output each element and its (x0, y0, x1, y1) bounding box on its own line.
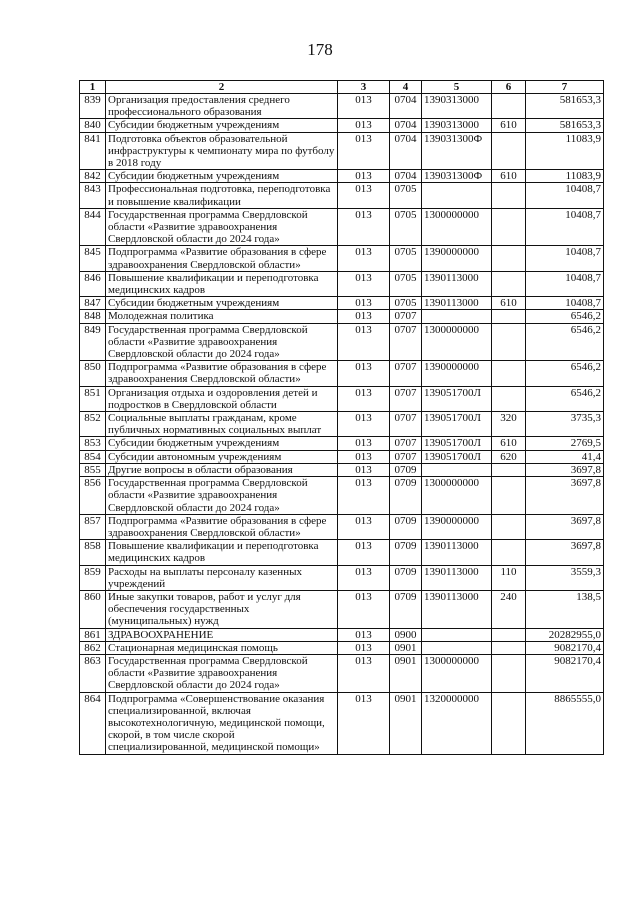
row-code-5: 1390000000 (422, 246, 492, 271)
row-amount: 6546,2 (526, 361, 604, 386)
row-number: 855 (80, 463, 106, 476)
column-header-1: 1 (80, 81, 106, 94)
row-name: Иные закупки товаров, работ и услуг для обеспечения государственных (муниципальных) нужд (106, 590, 338, 628)
row-amount: 3735,3 (526, 412, 604, 437)
row-number: 845 (80, 246, 106, 271)
row-number: 862 (80, 641, 106, 654)
row-code-6 (492, 208, 526, 246)
table-row (80, 271, 604, 296)
row-code-3: 013 (338, 170, 390, 183)
row-code-3: 013 (338, 450, 390, 463)
row-number: 859 (80, 565, 106, 590)
row-code-5: 139051700Л (422, 450, 492, 463)
row-name: ЗДРАВООХРАНЕНИЕ (106, 628, 338, 641)
row-number: 841 (80, 132, 106, 170)
row-name: Субсидии бюджетным учреждениям (106, 119, 338, 132)
row-amount: 3697,8 (526, 514, 604, 539)
row-name: Государственная программа Свердловской области «Развитие здравоохранения Свердловской области до 2024 года» (106, 477, 338, 515)
row-code-3: 013 (338, 310, 390, 323)
row-amount: 6546,2 (526, 323, 604, 361)
row-number: 849 (80, 323, 106, 361)
row-code-6: 610 (492, 297, 526, 310)
row-code-4: 0709 (390, 514, 422, 539)
row-code-4: 0705 (390, 246, 422, 271)
row-amount: 6546,2 (526, 310, 604, 323)
table-row (80, 463, 604, 476)
row-code-6 (492, 183, 526, 208)
row-code-3: 013 (338, 437, 390, 450)
row-code-3: 013 (338, 540, 390, 565)
table-row (80, 540, 604, 565)
row-number: 853 (80, 437, 106, 450)
header-row (80, 81, 604, 94)
row-name: Субсидии бюджетным учреждениям (106, 437, 338, 450)
row-name: Подготовка объектов образовательной инфраструктуры к чемпионату мира по футболу в 2018 году (106, 132, 338, 170)
row-amount: 3697,8 (526, 540, 604, 565)
row-code-3: 013 (338, 628, 390, 641)
row-code-3: 013 (338, 323, 390, 361)
row-amount: 10408,7 (526, 297, 604, 310)
table-row (80, 386, 604, 411)
table-row (80, 412, 604, 437)
row-code-5: 1390313000 (422, 94, 492, 119)
row-code-4: 0705 (390, 271, 422, 296)
table-row (80, 323, 604, 361)
row-amount: 41,4 (526, 450, 604, 463)
row-code-3: 013 (338, 386, 390, 411)
row-code-3: 013 (338, 590, 390, 628)
row-number: 864 (80, 692, 106, 754)
row-code-4: 0900 (390, 628, 422, 641)
row-name: Стационарная медицинская помощь (106, 641, 338, 654)
row-code-6 (492, 477, 526, 515)
row-code-6 (492, 132, 526, 170)
row-code-5: 1300000000 (422, 654, 492, 692)
row-code-4: 0709 (390, 590, 422, 628)
row-number: 846 (80, 271, 106, 296)
row-name: Расходы на выплаты персоналу казенных учреждений (106, 565, 338, 590)
row-code-4: 0707 (390, 361, 422, 386)
row-code-5: 139051700Л (422, 437, 492, 450)
table-row (80, 94, 604, 119)
row-code-3: 013 (338, 208, 390, 246)
table-row (80, 246, 604, 271)
row-code-5 (422, 310, 492, 323)
row-number: 851 (80, 386, 106, 411)
row-code-4: 0707 (390, 386, 422, 411)
row-name: Государственная программа Свердловской области «Развитие здравоохранения Свердловской области до 2024 года» (106, 208, 338, 246)
row-code-6: 620 (492, 450, 526, 463)
row-name: Молодежная политика (106, 310, 338, 323)
table-row (80, 565, 604, 590)
row-name: Другие вопросы в области образования (106, 463, 338, 476)
row-code-4: 0705 (390, 297, 422, 310)
row-code-5: 1390113000 (422, 540, 492, 565)
row-code-5 (422, 641, 492, 654)
column-header-6: 6 (492, 81, 526, 94)
table-row (80, 297, 604, 310)
table-body (80, 94, 604, 755)
row-code-6 (492, 692, 526, 754)
row-code-4: 0709 (390, 477, 422, 515)
row-code-5 (422, 628, 492, 641)
row-name: Субсидии бюджетным учреждениям (106, 170, 338, 183)
row-name: Организация предоставления среднего профессионального образования (106, 94, 338, 119)
row-amount: 10408,7 (526, 183, 604, 208)
row-name: Подпрограмма «Развитие образования в сфере здравоохранения Свердловской области» (106, 514, 338, 539)
row-name: Государственная программа Свердловской области «Развитие здравоохранения Свердловской области до 2024 года» (106, 654, 338, 692)
row-number: 844 (80, 208, 106, 246)
row-code-3: 013 (338, 271, 390, 296)
row-code-6 (492, 94, 526, 119)
row-code-5: 1390313000 (422, 119, 492, 132)
row-code-5: 139051700Л (422, 386, 492, 411)
row-code-3: 013 (338, 641, 390, 654)
row-amount: 3697,8 (526, 477, 604, 515)
row-code-4: 0704 (390, 170, 422, 183)
row-code-5: 1390000000 (422, 361, 492, 386)
row-code-5 (422, 463, 492, 476)
row-code-6 (492, 463, 526, 476)
row-code-3: 013 (338, 297, 390, 310)
row-code-4: 0901 (390, 641, 422, 654)
row-code-6: 110 (492, 565, 526, 590)
row-number: 840 (80, 119, 106, 132)
row-code-5: 1320000000 (422, 692, 492, 754)
table-row (80, 310, 604, 323)
row-number: 861 (80, 628, 106, 641)
row-number: 850 (80, 361, 106, 386)
row-amount: 8865555,0 (526, 692, 604, 754)
table-row (80, 628, 604, 641)
table-row (80, 208, 604, 246)
row-code-3: 013 (338, 692, 390, 754)
table-row (80, 641, 604, 654)
row-number: 847 (80, 297, 106, 310)
row-code-6: 610 (492, 437, 526, 450)
row-code-3: 013 (338, 132, 390, 170)
row-amount: 3697,8 (526, 463, 604, 476)
row-number: 858 (80, 540, 106, 565)
row-code-3: 013 (338, 463, 390, 476)
table-row (80, 437, 604, 450)
row-code-5: 1390113000 (422, 297, 492, 310)
row-name: Профессиональная подготовка, переподготовка и повышение квалификации (106, 183, 338, 208)
row-number: 863 (80, 654, 106, 692)
row-code-3: 013 (338, 477, 390, 515)
column-header-3: 3 (338, 81, 390, 94)
row-code-6 (492, 641, 526, 654)
row-code-3: 013 (338, 412, 390, 437)
column-header-5: 5 (422, 81, 492, 94)
page-number: 178 (307, 40, 333, 59)
row-code-4: 0707 (390, 450, 422, 463)
row-code-3: 013 (338, 94, 390, 119)
row-code-6: 610 (492, 170, 526, 183)
row-code-4: 0901 (390, 654, 422, 692)
row-name: Повышение квалификации и переподготовка медицинских кадров (106, 271, 338, 296)
column-header-2: 2 (106, 81, 338, 94)
row-code-4: 0707 (390, 437, 422, 450)
row-name: Повышение квалификации и переподготовка медицинских кадров (106, 540, 338, 565)
row-number: 860 (80, 590, 106, 628)
row-code-6 (492, 361, 526, 386)
row-number: 852 (80, 412, 106, 437)
row-code-4: 0707 (390, 323, 422, 361)
row-code-5: 139051700Л (422, 412, 492, 437)
row-code-3: 013 (338, 246, 390, 271)
row-amount: 11083,9 (526, 170, 604, 183)
row-amount: 3559,3 (526, 565, 604, 590)
row-code-4: 0707 (390, 310, 422, 323)
column-header-7: 7 (526, 81, 604, 94)
table-row (80, 590, 604, 628)
row-code-6 (492, 540, 526, 565)
row-number: 857 (80, 514, 106, 539)
row-code-6 (492, 310, 526, 323)
row-code-6 (492, 654, 526, 692)
row-name: Подпрограмма «Совершенствование оказания специализированной, включая высокотехнологичную, медицинской помощи, скорой, в том числе скорой специализированной, медицинской помощи» (106, 692, 338, 754)
row-name: Субсидии автономным учреждениям (106, 450, 338, 463)
row-code-4: 0709 (390, 540, 422, 565)
row-code-6: 320 (492, 412, 526, 437)
row-number: 842 (80, 170, 106, 183)
row-amount: 2769,5 (526, 437, 604, 450)
table-row (80, 654, 604, 692)
row-amount: 9082170,4 (526, 641, 604, 654)
row-name: Государственная программа Свердловской области «Развитие здравоохранения Свердловской области до 2024 года» (106, 323, 338, 361)
table-row (80, 361, 604, 386)
table-row (80, 692, 604, 754)
row-code-4: 0704 (390, 119, 422, 132)
row-code-4: 0709 (390, 565, 422, 590)
row-code-5: 139031300Ф (422, 170, 492, 183)
row-code-6 (492, 271, 526, 296)
row-code-5: 1390113000 (422, 590, 492, 628)
row-code-6: 610 (492, 119, 526, 132)
row-code-6: 240 (492, 590, 526, 628)
table-row (80, 477, 604, 515)
row-amount: 10408,7 (526, 208, 604, 246)
row-code-6 (492, 386, 526, 411)
row-code-3: 013 (338, 119, 390, 132)
row-number: 839 (80, 94, 106, 119)
row-amount: 10408,7 (526, 271, 604, 296)
row-code-5: 139031300Ф (422, 132, 492, 170)
row-code-6 (492, 323, 526, 361)
row-code-3: 013 (338, 361, 390, 386)
budget-table (79, 80, 604, 755)
row-code-3: 013 (338, 654, 390, 692)
row-number: 848 (80, 310, 106, 323)
row-code-4: 0704 (390, 94, 422, 119)
row-number: 843 (80, 183, 106, 208)
table-row (80, 514, 604, 539)
row-amount: 20282955,0 (526, 628, 604, 641)
row-code-4: 0707 (390, 412, 422, 437)
row-amount: 581653,3 (526, 119, 604, 132)
row-code-3: 013 (338, 514, 390, 539)
row-code-5: 1300000000 (422, 208, 492, 246)
row-code-6 (492, 246, 526, 271)
row-name: Организация отдыха и оздоровления детей и подростков в Свердловской области (106, 386, 338, 411)
row-code-5: 1390113000 (422, 271, 492, 296)
row-amount: 11083,9 (526, 132, 604, 170)
row-name: Подпрограмма «Развитие образования в сфере здравоохранения Свердловской области» (106, 246, 338, 271)
column-header-4: 4 (390, 81, 422, 94)
row-name: Субсидии бюджетным учреждениям (106, 297, 338, 310)
table-row (80, 183, 604, 208)
row-code-3: 013 (338, 565, 390, 590)
row-code-6 (492, 628, 526, 641)
row-number: 856 (80, 477, 106, 515)
row-amount: 6546,2 (526, 386, 604, 411)
row-code-3: 013 (338, 183, 390, 208)
table-row (80, 119, 604, 132)
row-name: Подпрограмма «Развитие образования в сфере здравоохранения Свердловской области» (106, 361, 338, 386)
row-code-4: 0709 (390, 463, 422, 476)
row-amount: 138,5 (526, 590, 604, 628)
row-number: 854 (80, 450, 106, 463)
row-code-5 (422, 183, 492, 208)
row-name: Социальные выплаты гражданам, кроме публичных нормативных социальных выплат (106, 412, 338, 437)
table-row (80, 132, 604, 170)
table-row (80, 450, 604, 463)
row-code-4: 0704 (390, 132, 422, 170)
row-code-5: 1390000000 (422, 514, 492, 539)
row-amount: 581653,3 (526, 94, 604, 119)
row-amount: 10408,7 (526, 246, 604, 271)
row-code-5: 1300000000 (422, 477, 492, 515)
row-code-6 (492, 514, 526, 539)
row-code-5: 1390113000 (422, 565, 492, 590)
row-code-5: 1300000000 (422, 323, 492, 361)
row-code-4: 0901 (390, 692, 422, 754)
row-code-4: 0705 (390, 208, 422, 246)
table-row (80, 170, 604, 183)
row-code-4: 0705 (390, 183, 422, 208)
row-amount: 9082170,4 (526, 654, 604, 692)
